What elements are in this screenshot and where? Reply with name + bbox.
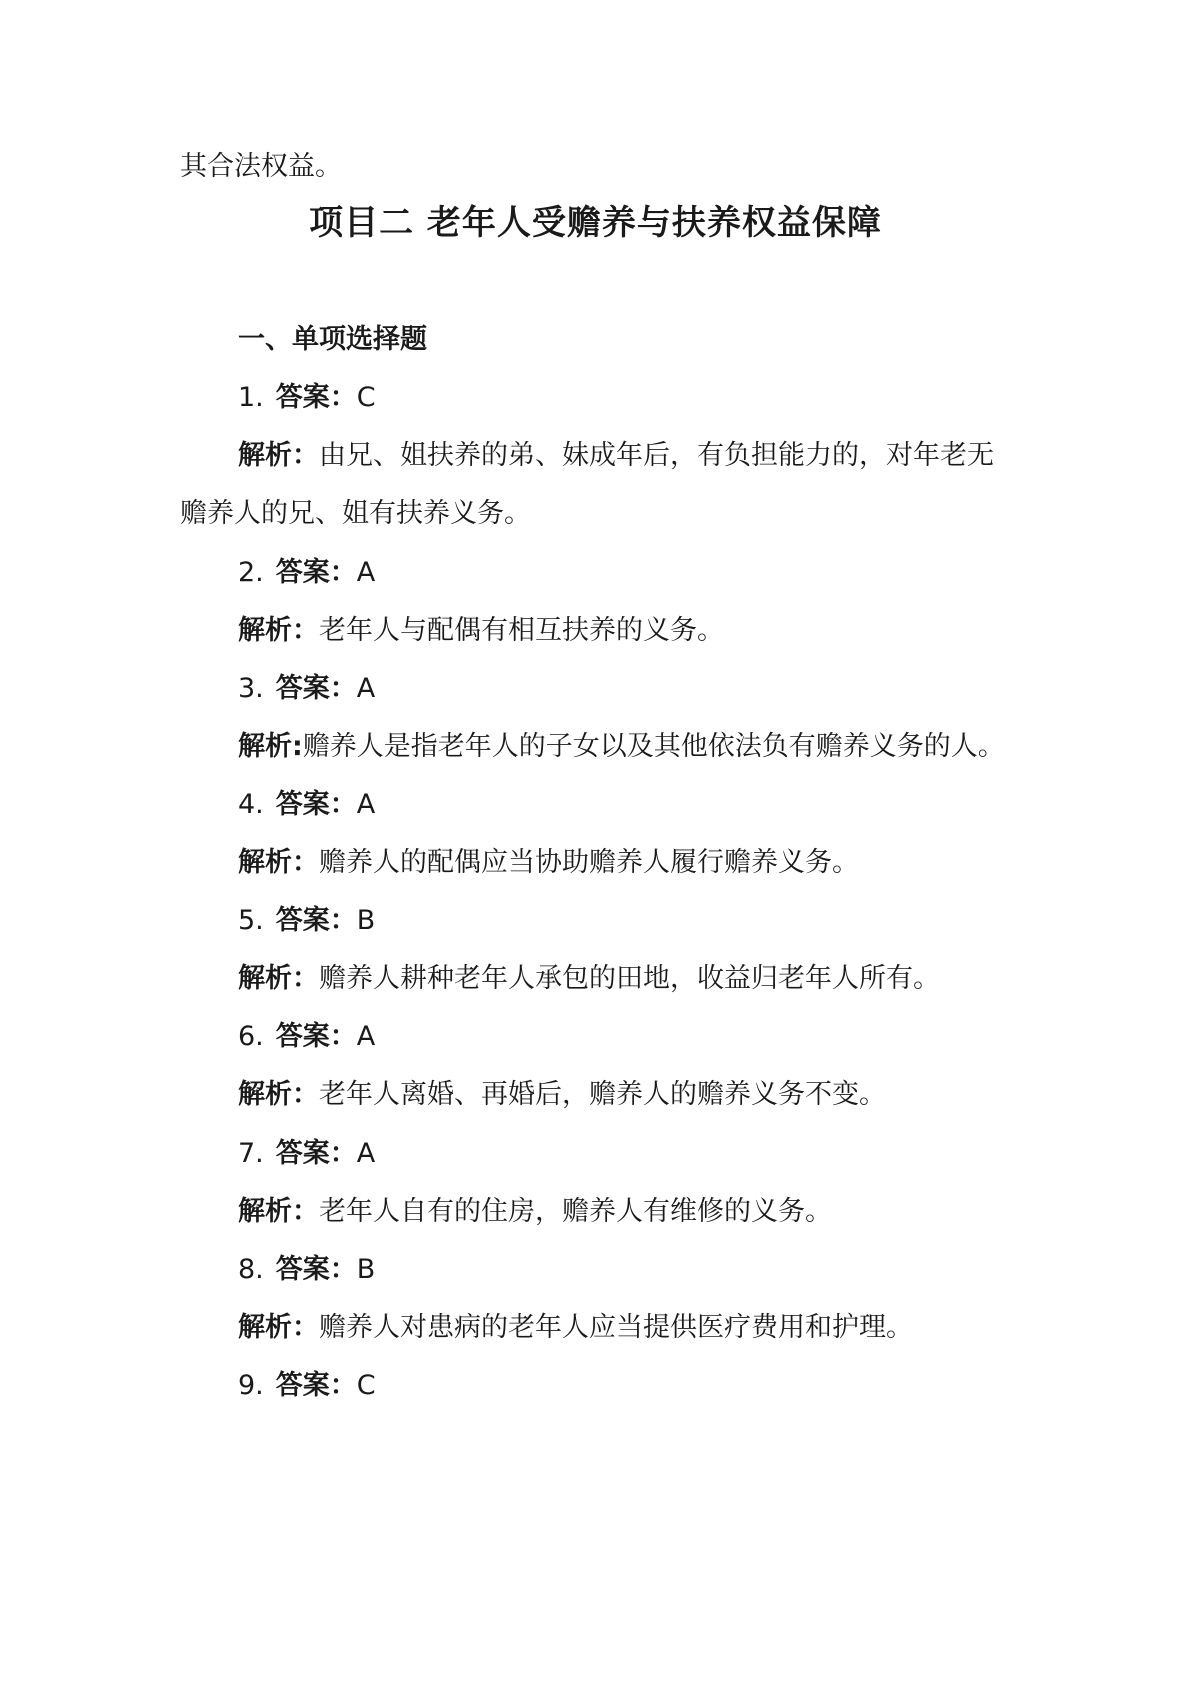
analysis-text: 赡养人耕种老年人承包的田地，收益归老年人所有。 — [319, 963, 940, 994]
answer-value: B — [356, 905, 376, 936]
answer-line — [238, 1136, 375, 1172]
answer-value: B — [356, 1254, 376, 1285]
question-number: 6. — [238, 1021, 264, 1052]
analysis-label: 解析： — [238, 1079, 319, 1110]
analysis-line — [238, 961, 940, 997]
answer-label: 答案： — [275, 382, 357, 413]
analysis-line — [238, 1310, 913, 1346]
answer-label: 答案： — [275, 1021, 357, 1052]
question-number: 1. — [238, 382, 264, 413]
analysis-text: 赡养人对患病的老年人应当提供医疗费用和护理。 — [319, 1312, 913, 1343]
answer-line — [238, 555, 375, 591]
answer-line — [238, 1252, 375, 1288]
answer-line — [238, 1368, 376, 1404]
analysis-text: 老年人与配偶有相互扶养的义务。 — [319, 615, 724, 646]
analysis-text: 赡养人是指老年人的子女以及其他依法负有赡养义务的人。 — [302, 731, 1005, 762]
answer-value: A — [356, 673, 376, 704]
answer-line — [238, 787, 375, 823]
analysis-line — [238, 438, 994, 474]
analysis-label: 解析： — [238, 615, 319, 646]
analysis-line — [238, 613, 724, 649]
answer-label: 答案： — [275, 1370, 357, 1401]
answer-line — [238, 380, 376, 416]
question-number: 9. — [238, 1370, 264, 1401]
answer-value: A — [356, 557, 376, 588]
project-title: 项目二 老年人受赡养与扶养权益保障 — [309, 203, 882, 243]
answer-label: 答案： — [275, 905, 357, 936]
answer-value: C — [356, 382, 376, 413]
analysis-label: 解析： — [238, 847, 319, 878]
answer-label: 答案： — [275, 789, 357, 820]
answer-value: C — [356, 1370, 376, 1401]
answer-label: 答案： — [275, 1254, 357, 1285]
analysis-text: 老年人自有的住房，赡养人有维修的义务。 — [319, 1196, 832, 1227]
analysis-continuation: 赡养人的兄、姐有扶养义务。 — [180, 498, 531, 529]
answer-value: A — [356, 1138, 376, 1169]
analysis-text: 由兄、姐扶养的弟、妹成年后，有负担能力的，对年老无 — [319, 440, 994, 471]
answer-value: A — [356, 789, 376, 820]
continuation-text: 其合法权益。 — [180, 151, 342, 182]
analysis-line — [238, 1077, 886, 1113]
analysis-label: 解析： — [238, 1312, 319, 1343]
analysis-label: 解析： — [238, 1196, 319, 1227]
analysis-text: 赡养人的配偶应当协助赡养人履行赡养义务。 — [319, 847, 859, 878]
answer-line — [238, 1019, 375, 1055]
analysis-label: 解析: — [238, 731, 303, 762]
analysis-text: 老年人离婚、再婚后，赡养人的赡养义务不变。 — [319, 1079, 886, 1110]
question-number: 2. — [238, 557, 264, 588]
question-number: 3. — [238, 673, 264, 704]
analysis-label: 解析： — [238, 440, 319, 471]
analysis-label: 解析： — [238, 963, 319, 994]
analysis-line — [238, 1194, 832, 1230]
question-number: 7. — [238, 1138, 264, 1169]
answer-label: 答案： — [275, 673, 357, 704]
question-number: 5. — [238, 905, 264, 936]
question-number: 8. — [238, 1254, 264, 1285]
analysis-line — [238, 729, 1005, 765]
section-heading: 一、单项选择题 — [238, 324, 427, 355]
answer-line — [238, 671, 375, 707]
answer-line — [238, 903, 375, 939]
question-number: 4. — [238, 789, 264, 820]
answer-label: 答案： — [275, 1138, 357, 1169]
answer-value: A — [356, 1021, 376, 1052]
answer-label: 答案： — [275, 557, 357, 588]
analysis-line — [238, 845, 859, 881]
